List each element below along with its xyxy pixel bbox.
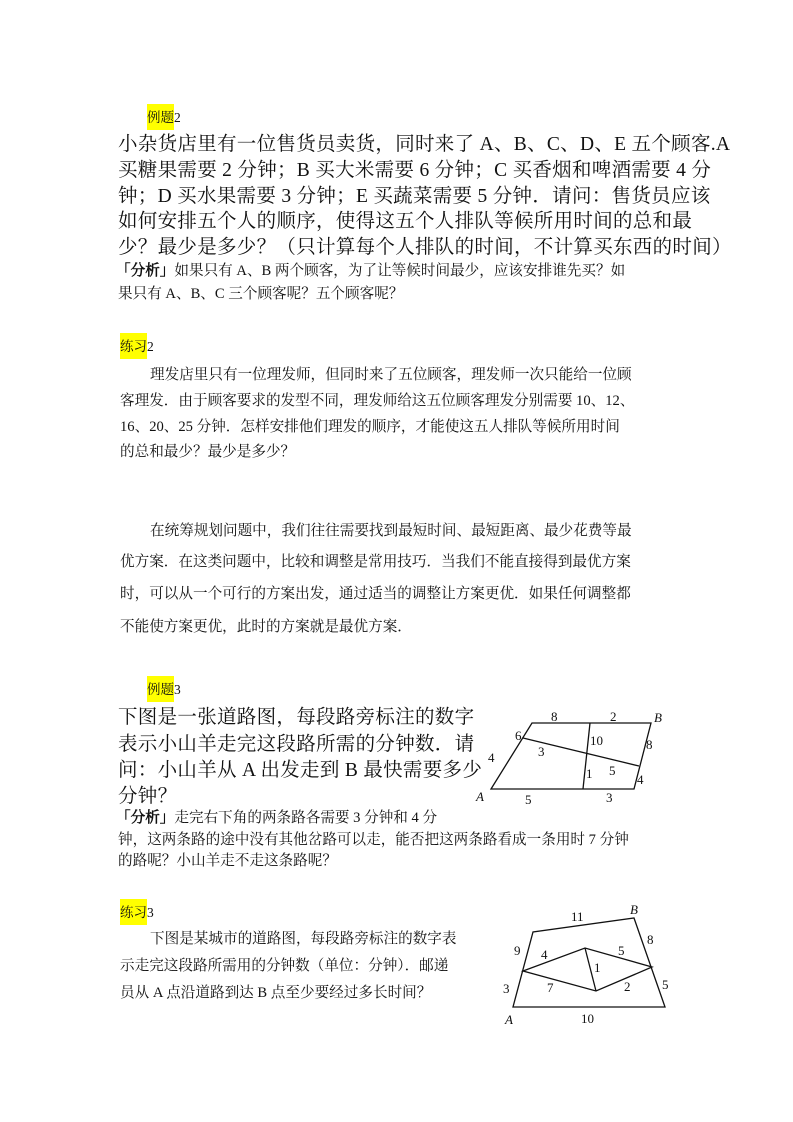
edge-label: 4 (488, 750, 495, 765)
edge-label: 11 (571, 909, 584, 924)
edge-label: 10 (581, 1011, 594, 1026)
example3-label-number: 3 (174, 682, 181, 697)
practice3-label-highlight: 练习 (120, 899, 147, 925)
edge-label: 8 (647, 932, 654, 947)
edge-label: 4 (637, 772, 644, 787)
example2-line: 买糖果需要 2 分钟；B 买大米需要 6 分钟；C 买香烟和啤酒需要 4 分 (118, 160, 712, 181)
edge-label: 7 (547, 980, 554, 995)
practice3-label-number: 3 (147, 905, 154, 920)
summary-line: 优方案．在这类问题中，比较和调整是常用技巧．当我们不能直接得到最优方案 (120, 554, 631, 570)
example2-label-highlight: 例题 (147, 104, 174, 130)
edge-label: 3 (503, 981, 510, 996)
vertex-label-a: A (476, 789, 484, 804)
summary-line: 不能使方案更优，此时的方案就是最优方案． (120, 619, 412, 635)
example2-line: 小杂货店里有一位售货员卖货，同时来了 A、B、C、D、E 五个顾客.A (118, 134, 731, 155)
edge-label: 5 (525, 792, 532, 807)
vertex-label-b: B (654, 710, 662, 725)
example3-line: 分钟？ (118, 786, 178, 807)
analysis-tag: 「分析」 (116, 263, 175, 279)
analysis-line: 果只有 A、B、C 三个顾客呢？五个顾客呢？ (118, 286, 404, 302)
practice2-label-number: 2 (147, 339, 154, 354)
analysis-line: 如果只有 A、B 两个顾客，为了让等候时间最少，应该安排谁先买？如 (174, 263, 626, 279)
practice2-line: 客理发．由于顾客要求的发型不同，理发师给这五位顾客理发分别需要 10、12、 (120, 393, 635, 409)
edge-label: 3 (606, 790, 613, 805)
analysis-line: 的路呢？小山羊走不走这条路呢？ (118, 853, 337, 869)
analysis-tag: 「分析」 (116, 810, 175, 826)
edge-label: 2 (610, 709, 617, 724)
practice3-line: 示走完这段路所需用的分钟数（单位：分钟）．邮递 (120, 958, 449, 974)
summary-line: 在统筹规划问题中，我们往往需要找到最短时间、最短距离、最少花费等最 (150, 523, 632, 539)
analysis-line: 钟，这两条路的途中没有其他岔路可以走，能否把这两条路看成一条用时 7 分钟 (118, 832, 629, 848)
analysis-line: 走完右下角的两条路各需要 3 分钟和 4 分 (174, 810, 438, 826)
example3-line: 表示小山羊走完这段路所需的分钟数．请 (118, 734, 475, 755)
edge-label: 4 (541, 947, 548, 962)
edge-label: 9 (514, 943, 521, 958)
edge-label: 5 (609, 763, 616, 778)
edge-label: 3 (538, 744, 545, 759)
edge-label: 1 (594, 960, 601, 975)
edge-label: 10 (590, 733, 603, 748)
edge-label: 5 (618, 943, 625, 958)
vertex-label-b: B (630, 902, 638, 917)
edge-label: 6 (515, 728, 522, 743)
example2-line: 少？最少是多少？（只计算每个人排队的时间，不计算买东西的时间） (118, 237, 732, 258)
summary-line: 时，可以从一个可行的方案出发，通过适当的调整让方案更优．如果任何调整都 (120, 586, 631, 602)
vertex-label-a: A (505, 1012, 513, 1027)
practice2-line: 的总和最少？最少是多少？ (120, 444, 296, 460)
practice3-line: 员从 A 点沿道路到达 B 点至少要经过多长时间？ (120, 985, 432, 1001)
example3-road-diagram (475, 709, 662, 807)
edge-label: 2 (624, 979, 631, 994)
example2-label-number: 2 (174, 110, 181, 125)
edge-label: 5 (662, 977, 669, 992)
example3-line: 问：小山羊从 A 出发走到 B 最快需要多少 (118, 760, 483, 781)
edge-label: 1 (586, 766, 593, 781)
example2-line: 如何安排五个人的顺序，使得这五个人排队等候所用时间的总和最 (118, 211, 693, 232)
example2-line: 钟；D 买水果需要 3 分钟；E 买蔬菜需要 5 分钟．请问：售货员应该 (118, 186, 711, 207)
practice2-label-highlight: 练习 (120, 333, 147, 359)
practice2-line: 理发店里只有一位理发师，但同时来了五位顾客，理发师一次只能给一位顾 (150, 367, 632, 383)
edge-label: 8 (646, 737, 653, 752)
example3-line: 下图是一张道路图，每段路旁标注的数字 (118, 707, 475, 728)
practice3-road-diagram (503, 902, 669, 1027)
example3-label-highlight: 例题 (147, 676, 174, 702)
edge-label: 8 (551, 709, 558, 724)
practice3-line: 下图是某城市的道路图，每段路旁标注的数字表 (150, 931, 457, 947)
practice2-line: 16、20、25 分钟．怎样安排他们理发的顺序，才能使这五人排队等候所用时间 (120, 419, 620, 435)
